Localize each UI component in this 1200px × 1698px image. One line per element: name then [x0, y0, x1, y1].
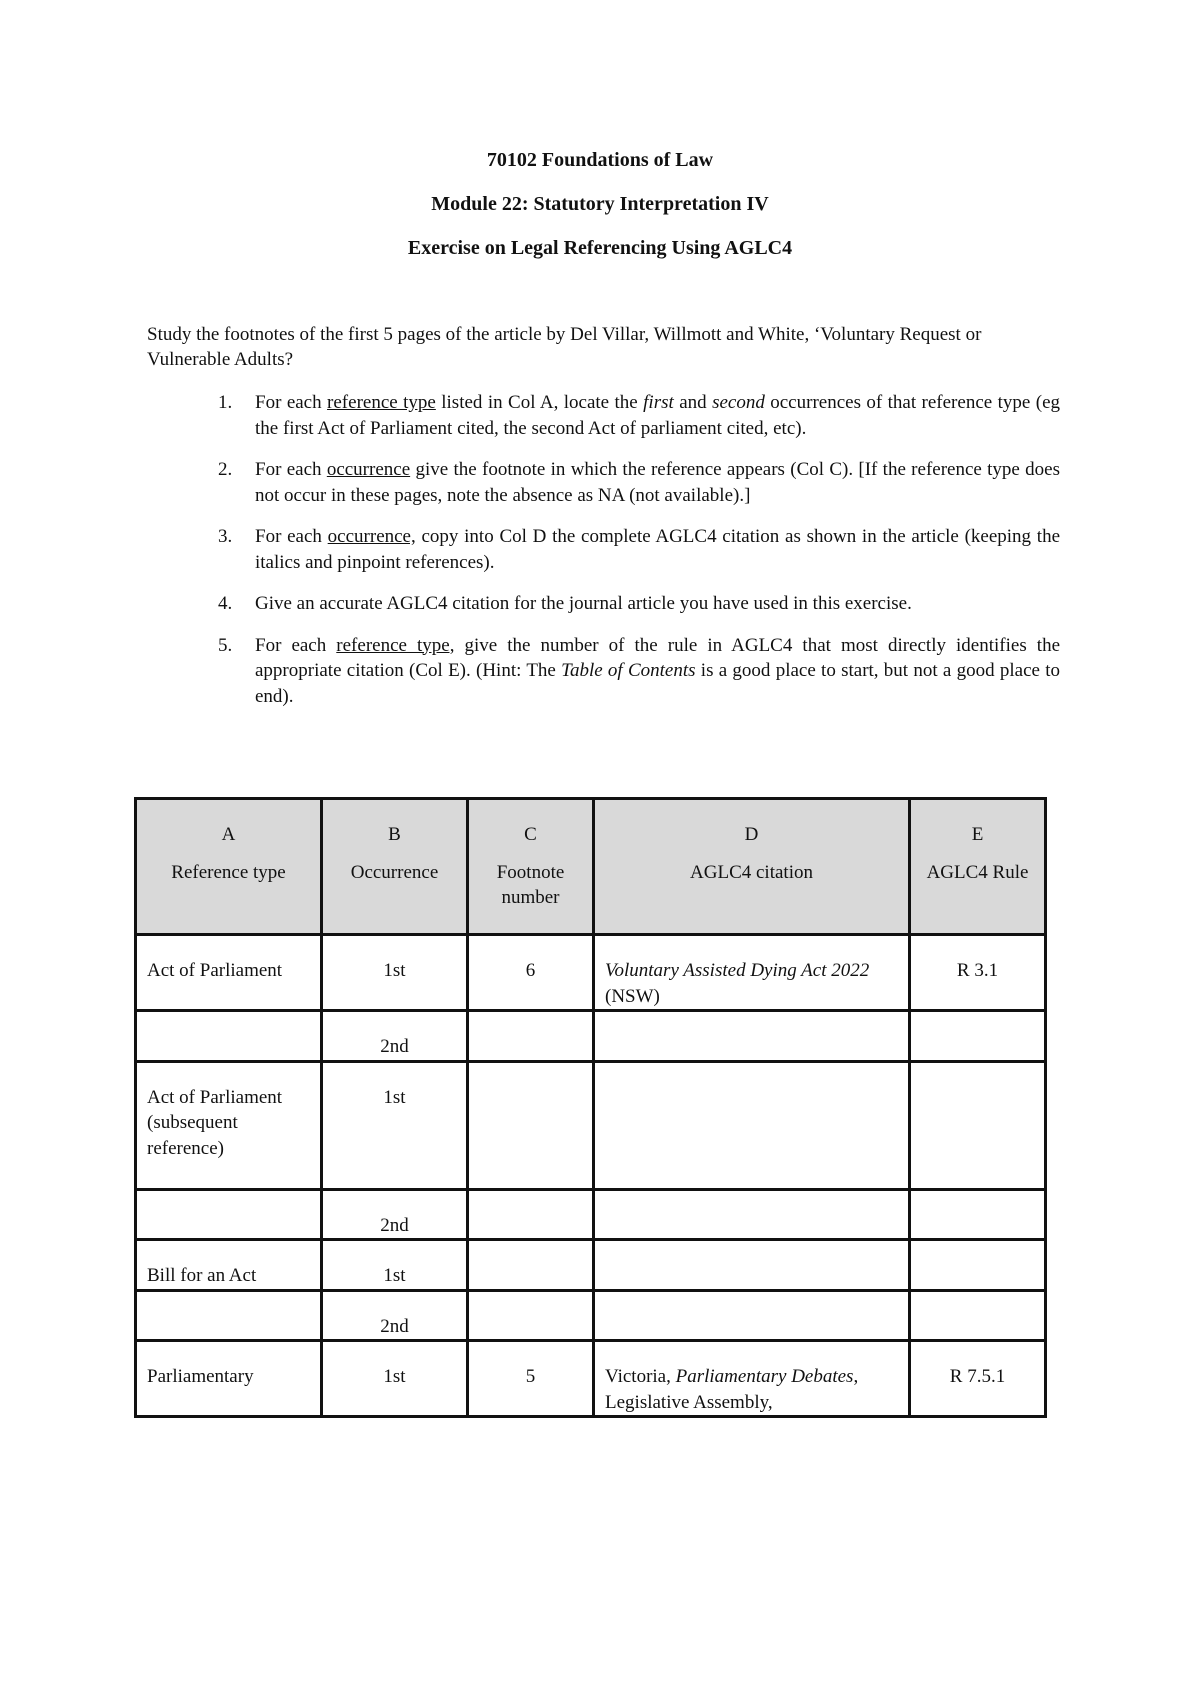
task-item: 2. For each occurrence give the footnote in which the reference appears (Col C). [If the reference type does not occur in these pages, note the absence as NA (not available).] [218, 459, 1060, 506]
cell-reference-type [136, 1290, 322, 1341]
cell-reference-type: Bill for an Act [136, 1240, 322, 1291]
intro-paragraph: Study the footnotes of the first 5 pages of the article by Del Villar, Willmott and White, ‘Voluntary Request or Vulnerable Adults? [147, 324, 982, 370]
cell-citation [594, 1061, 910, 1189]
header-col-b: B Occurrence [322, 799, 468, 935]
cell-footnote [468, 1061, 594, 1189]
cell-footnote [468, 1290, 594, 1341]
cell-citation [594, 1189, 910, 1240]
reference-table [134, 797, 1047, 1418]
task-item: 5. For each reference type, give the number of the rule in AGLC4 that most directly identifies the appropriate citation (Col E). (Hint: The Table of Contents is a good place to start, but not a good place to end). [218, 634, 1060, 707]
table-row [136, 1290, 1046, 1341]
cell-citation [594, 1240, 910, 1291]
table-row [136, 1189, 1046, 1240]
table-header-row [136, 799, 1046, 935]
cell-rule: R 3.1 [910, 935, 1046, 1011]
task-item: 4. Give an accurate AGLC4 citation for the journal article you have used in this exercise. [218, 593, 912, 614]
module-title: Module 22: Statutory Interpretation IV [431, 193, 769, 215]
task-item: 3. For each occurrence, copy into Col D the complete AGLC4 citation as shown in the article (keeping the italics and pinpoint references). [218, 526, 1060, 573]
table-row [136, 1341, 1046, 1417]
cell-occurrence: 2nd [322, 1189, 468, 1240]
task-item: 1. For each reference type listed in Col A, locate the first and second occurrences of that reference type (eg the first Act of Parliament cited, the second Act of parliament cited, etc). [218, 392, 1060, 439]
cell-occurrence: 1st [322, 1341, 468, 1417]
task-list [0, 390, 1200, 725]
cell-citation [594, 1011, 910, 1062]
table-row [136, 1240, 1046, 1291]
cell-rule [910, 1011, 1046, 1062]
header-col-e: E AGLC4 Rule [910, 799, 1046, 935]
cell-reference-type [136, 1189, 322, 1240]
cell-footnote [468, 1011, 594, 1062]
cell-rule: R 7.5.1 [910, 1341, 1046, 1417]
document-title-block [0, 148, 1200, 280]
cell-occurrence: 1st [322, 1240, 468, 1291]
cell-occurrence: 2nd [322, 1290, 468, 1341]
course-title: 70102 Foundations of Law [486, 149, 714, 171]
cell-footnote: 5 [468, 1341, 594, 1417]
header-col-d: D AGLC4 citation [594, 799, 910, 935]
cell-citation [594, 1290, 910, 1341]
cell-reference-type: Act of Parliament (subsequent reference) [136, 1061, 322, 1189]
table-row [136, 1061, 1046, 1189]
cell-rule [910, 1189, 1046, 1240]
cell-citation: Victoria, Parliamentary Debates, Legislative Assembly, [594, 1341, 910, 1417]
cell-reference-type [136, 1011, 322, 1062]
cell-footnote: 6 [468, 935, 594, 1011]
cell-reference-type: Parliamentary [136, 1341, 322, 1417]
cell-citation: Voluntary Assisted Dying Act 2022 (NSW) [594, 935, 910, 1011]
cell-occurrence: 2nd [322, 1011, 468, 1062]
cell-rule [910, 1290, 1046, 1341]
cell-rule [910, 1240, 1046, 1291]
cell-occurrence: 1st [322, 1061, 468, 1189]
table-row [136, 1011, 1046, 1062]
cell-reference-type: Act of Parliament [136, 935, 322, 1011]
table-row [136, 935, 1046, 1011]
cell-rule [910, 1061, 1046, 1189]
cell-footnote [468, 1189, 594, 1240]
header-col-a: A Reference type [136, 799, 322, 935]
cell-occurrence: 1st [322, 935, 468, 1011]
cell-footnote [468, 1240, 594, 1291]
exercise-title: Exercise on Legal Referencing Using AGLC4 [407, 237, 793, 259]
header-col-c: C Footnote number [468, 799, 594, 935]
